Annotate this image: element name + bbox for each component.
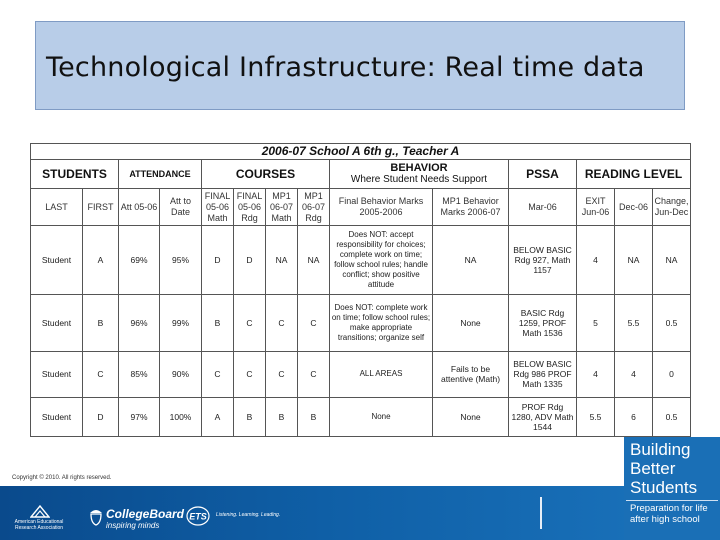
table-row xyxy=(31,398,691,437)
bbs-line-1: Building xyxy=(630,440,691,459)
header-exit-jun06: EXIT Jun-06 xyxy=(577,189,615,226)
cell-change: 0.5 xyxy=(653,295,691,352)
building-better-students-logo xyxy=(624,437,720,540)
header-dec06: Dec-06 xyxy=(615,189,653,226)
cell-att-0506: 97% xyxy=(119,398,160,437)
cell-final-rdg: D xyxy=(234,225,266,294)
cell-last: Student xyxy=(31,351,83,397)
ets-tagline: Listening. Learning. Leading. xyxy=(216,512,281,518)
cell-mp1-math: C xyxy=(266,351,298,397)
cell-mp1-rdg: C xyxy=(298,295,330,352)
cell-first: D xyxy=(83,398,119,437)
table-title: 2006-07 School A 6th g., Teacher A xyxy=(31,144,691,160)
cell-dec06: 5.5 xyxy=(615,295,653,352)
cell-pssa: BELOW BASIC Rdg 927, Math 1157 xyxy=(509,225,577,294)
aera-icon xyxy=(30,504,50,518)
cell-mp1-math: NA xyxy=(266,225,298,294)
cell-exit-jun06: 4 xyxy=(577,225,615,294)
student-data-table xyxy=(30,143,691,437)
category-reading-level: READING LEVEL xyxy=(577,159,691,188)
cell-first: C xyxy=(83,351,119,397)
cell-exit-jun06: 5 xyxy=(577,295,615,352)
header-mp1-behavior: MP1 Behavior Marks 2006-07 xyxy=(433,189,509,226)
copyright-notice: Copyright © 2010. All rights reserved. xyxy=(12,475,112,481)
cell-first: A xyxy=(83,225,119,294)
category-pssa: PSSA xyxy=(509,159,577,188)
cell-mp1-behavior: Fails to be attentive (Math) xyxy=(433,351,509,397)
header-mp1-rdg: MP1 06-07 Rdg xyxy=(298,189,330,226)
collegeboard-logo xyxy=(88,501,185,531)
bbs-line-3: Students xyxy=(630,478,698,497)
cell-mp1-behavior: NA xyxy=(433,225,509,294)
cell-change: NA xyxy=(653,225,691,294)
slide-title: Technological Infrastructure: Real time data xyxy=(46,52,645,83)
footer-bar xyxy=(0,486,720,540)
header-change: Change, Jun-Dec xyxy=(653,189,691,226)
cell-att-to-date: 99% xyxy=(160,295,202,352)
cell-pssa: BASIC Rdg 1259, PROF Math 1536 xyxy=(509,295,577,352)
cell-pssa: BELOW BASIC Rdg 986 PROF Math 1335 xyxy=(509,351,577,397)
collegeboard-name: CollegeBoard xyxy=(106,507,185,521)
cell-mp1-rdg: NA xyxy=(298,225,330,294)
bbs-line-2: Better xyxy=(630,459,676,478)
cell-final-math: B xyxy=(202,295,234,352)
behavior-label: BEHAVIOR xyxy=(390,162,448,175)
table-row xyxy=(31,351,691,397)
cell-dec06: 6 xyxy=(615,398,653,437)
slide-title-box xyxy=(35,21,685,110)
header-last: LAST xyxy=(31,189,83,226)
svg-text:ETS: ETS xyxy=(189,511,207,522)
footer-divider xyxy=(540,497,542,529)
cell-exit-jun06: 4 xyxy=(577,351,615,397)
cell-final-behavior: None xyxy=(330,398,433,437)
cell-mp1-rdg: B xyxy=(298,398,330,437)
cell-first: B xyxy=(83,295,119,352)
cell-mp1-math: C xyxy=(266,295,298,352)
ets-logo xyxy=(186,506,286,526)
header-att-to-date: Att to Date xyxy=(160,189,202,226)
cell-dec06: 4 xyxy=(615,351,653,397)
cell-att-to-date: 100% xyxy=(160,398,202,437)
header-mp1-math: MP1 06-07 Math xyxy=(266,189,298,226)
cell-att-to-date: 95% xyxy=(160,225,202,294)
cell-att-to-date: 90% xyxy=(160,351,202,397)
cell-final-rdg: C xyxy=(234,351,266,397)
table-row xyxy=(31,295,691,352)
cell-final-behavior: ALL AREAS xyxy=(330,351,433,397)
category-behavior xyxy=(330,159,509,188)
cell-final-math: D xyxy=(202,225,234,294)
cell-final-behavior: Does NOT: complete work on time; follow school rules; make appropriate transitions; organize self xyxy=(330,295,433,352)
cell-final-rdg: C xyxy=(234,295,266,352)
behavior-sublabel: Where Student Needs Support xyxy=(350,174,488,186)
bbs-divider xyxy=(626,500,718,501)
bbs-tagline: Preparation for life after high school xyxy=(630,503,708,525)
aera-name: American Educational Research Association xyxy=(14,519,64,531)
header-final-math: FINAL 05-06 Math xyxy=(202,189,234,226)
acorn-icon xyxy=(88,506,104,526)
header-first: FIRST xyxy=(83,189,119,226)
cell-change: 0.5 xyxy=(653,398,691,437)
cell-mp1-behavior: None xyxy=(433,295,509,352)
collegeboard-tagline: inspiring minds xyxy=(106,521,160,530)
cell-final-rdg: B xyxy=(234,398,266,437)
cell-change: 0 xyxy=(653,351,691,397)
cell-mp1-behavior: None xyxy=(433,398,509,437)
header-pssa-mar06: Mar-06 xyxy=(509,189,577,226)
header-final-rdg: FINAL 05-06 Rdg xyxy=(234,189,266,226)
cell-final-math: C xyxy=(202,351,234,397)
cell-dec06: NA xyxy=(615,225,653,294)
header-att-0506: Att 05-06 xyxy=(119,189,160,226)
cell-final-math: A xyxy=(202,398,234,437)
cell-last: Student xyxy=(31,225,83,294)
table-row xyxy=(31,225,691,294)
cell-mp1-math: B xyxy=(266,398,298,437)
category-students: STUDENTS xyxy=(31,159,119,188)
cell-mp1-rdg: C xyxy=(298,351,330,397)
cell-att-0506: 96% xyxy=(119,295,160,352)
category-courses: COURSES xyxy=(202,159,330,188)
header-final-behavior: Final Behavior Marks 2005-2006 xyxy=(330,189,433,226)
cell-att-0506: 69% xyxy=(119,225,160,294)
cell-final-behavior: Does NOT: accept responsibility for choices; complete work on time; follow school rules; handle conflict; show positive attitude xyxy=(330,225,433,294)
ets-icon xyxy=(186,506,210,526)
cell-att-0506: 85% xyxy=(119,351,160,397)
cell-last: Student xyxy=(31,295,83,352)
cell-last: Student xyxy=(31,398,83,437)
aera-logo xyxy=(8,504,70,534)
category-attendance: ATTENDANCE xyxy=(119,159,202,188)
cell-exit-jun06: 5.5 xyxy=(577,398,615,437)
cell-pssa: PROF Rdg 1280, ADV Math 1544 xyxy=(509,398,577,437)
